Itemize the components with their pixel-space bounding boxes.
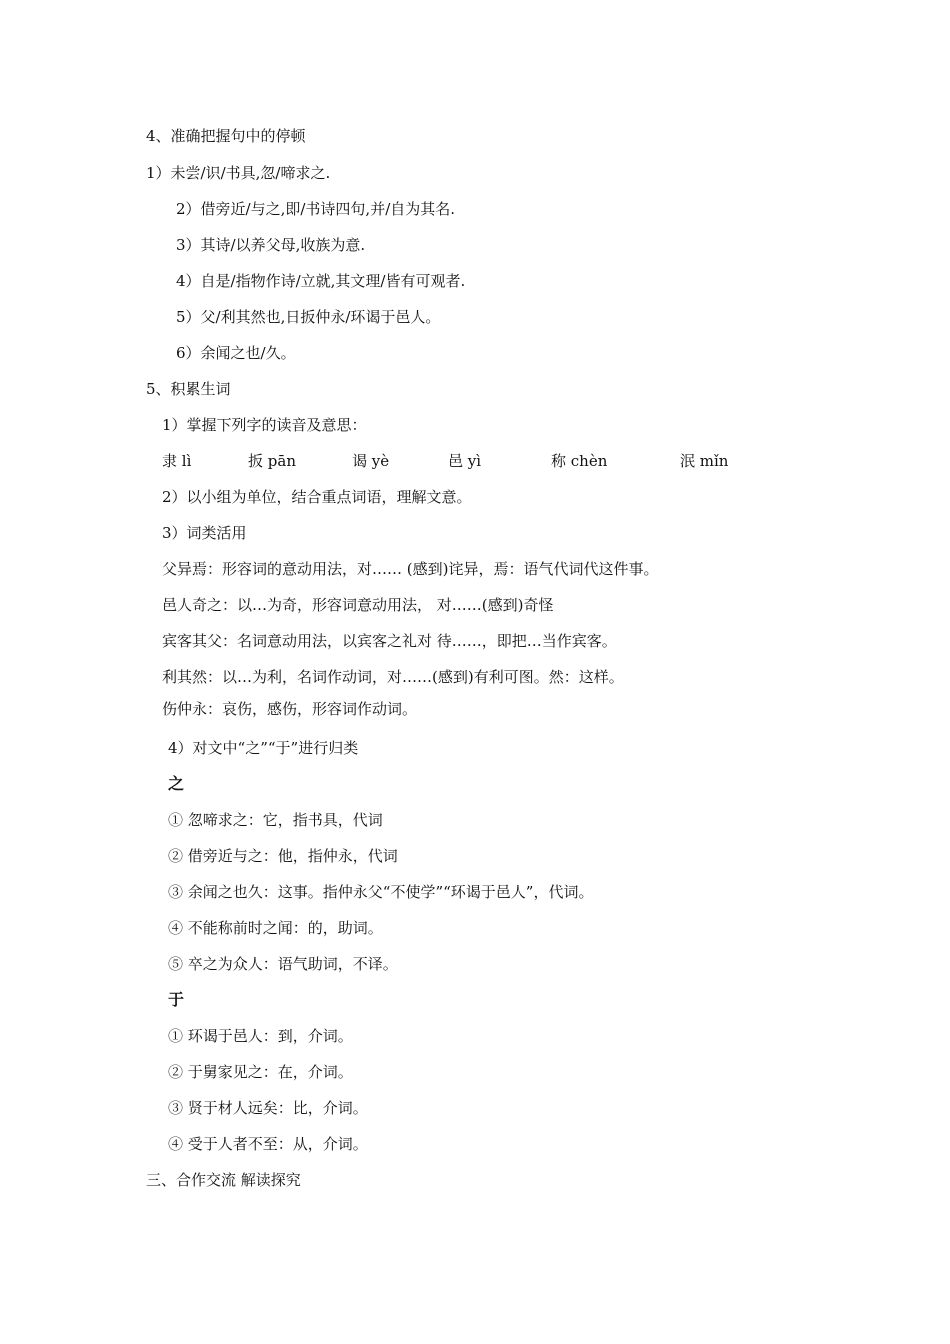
word-usage-line: 伤仲永：哀伤，感伤，形容词作动词。 <box>162 700 418 718</box>
zhi-item: ④ 不能称前时之闻：的，助词。 <box>168 919 383 937</box>
vocab-word: 称 chèn <box>551 452 608 470</box>
yu-heading: 于 <box>168 990 185 1009</box>
pause-item-4: 4）自是/指物作诗/立就,其文理/皆有可观者. <box>176 272 466 290</box>
classification-label: 4）对文中“之”“于”进行归类 <box>168 739 359 757</box>
pause-item-1: 1）未尝/识/书具,忽/啼求之. <box>146 164 331 182</box>
vocab-word: 扳 pān <box>248 452 296 470</box>
zhi-item: ③ 余闻之也久：这事。指仲永父“不使学”“环谒于邑人”，代词。 <box>168 883 594 901</box>
vocab-word: 隶 lì <box>162 452 192 470</box>
pause-item-6: 6）余闻之也/久。 <box>176 344 296 362</box>
yu-item: ① 环谒于邑人：到，介词。 <box>168 1027 353 1045</box>
group-study-note: 2）以小组为单位，结合重点词语，理解文意。 <box>162 488 472 506</box>
yu-item: ③ 贤于材人远矣：比，介词。 <box>168 1099 368 1117</box>
vocab-word: 谒 yè <box>352 452 390 470</box>
word-usage-label: 3）词类活用 <box>162 524 247 542</box>
word-usage-line: 宾客其父：名词意动用法，以宾客之礼对 待……，即把…当作宾客。 <box>162 632 617 650</box>
pause-item-2: 2）借旁近/与之,即/书诗四句,并/自为其名. <box>176 200 456 218</box>
vocab-word: 邑 yì <box>448 452 482 470</box>
zhi-item: ② 借旁近与之：他，指仲永，代词 <box>168 847 398 865</box>
pause-item-5: 5）父/利其然也,日扳仲永/环谒于邑人。 <box>176 308 441 326</box>
section-3-title: 三、合作交流 解读探究 <box>146 1171 301 1189</box>
yu-item: ④ 受于人者不至：从，介词。 <box>168 1135 368 1153</box>
vocab-list <box>0 451 950 471</box>
section-5-title: 5、积累生词 <box>146 380 231 398</box>
yu-item: ② 于舅家见之：在，介词。 <box>168 1063 353 1081</box>
vocab-word: 泯 mǐn <box>680 452 729 470</box>
zhi-heading: 之 <box>168 774 185 793</box>
section-4-title: 4、准确把握句中的停顿 <box>146 127 306 145</box>
zhi-item: ① 忽啼求之：它，指书具，代词 <box>168 811 383 829</box>
pause-item-3: 3）其诗/以养父母,收族为意. <box>176 236 366 254</box>
word-usage-line: 父异焉：形容词的意动用法，对…… (感到)诧异，焉：语气代词代这件事。 <box>162 560 659 578</box>
vocab-label: 1）掌握下列字的读音及意思： <box>162 416 367 434</box>
zhi-item: ⑤ 卒之为众人：语气助词，不译。 <box>168 955 398 973</box>
word-usage-line: 利其然：以…为利，名词作动词，对……(感到)有利可图。然：这样。 <box>162 668 624 686</box>
word-usage-line: 邑人奇之：以…为奇，形容词意动用法， 对……(感到)奇怪 <box>162 596 554 614</box>
